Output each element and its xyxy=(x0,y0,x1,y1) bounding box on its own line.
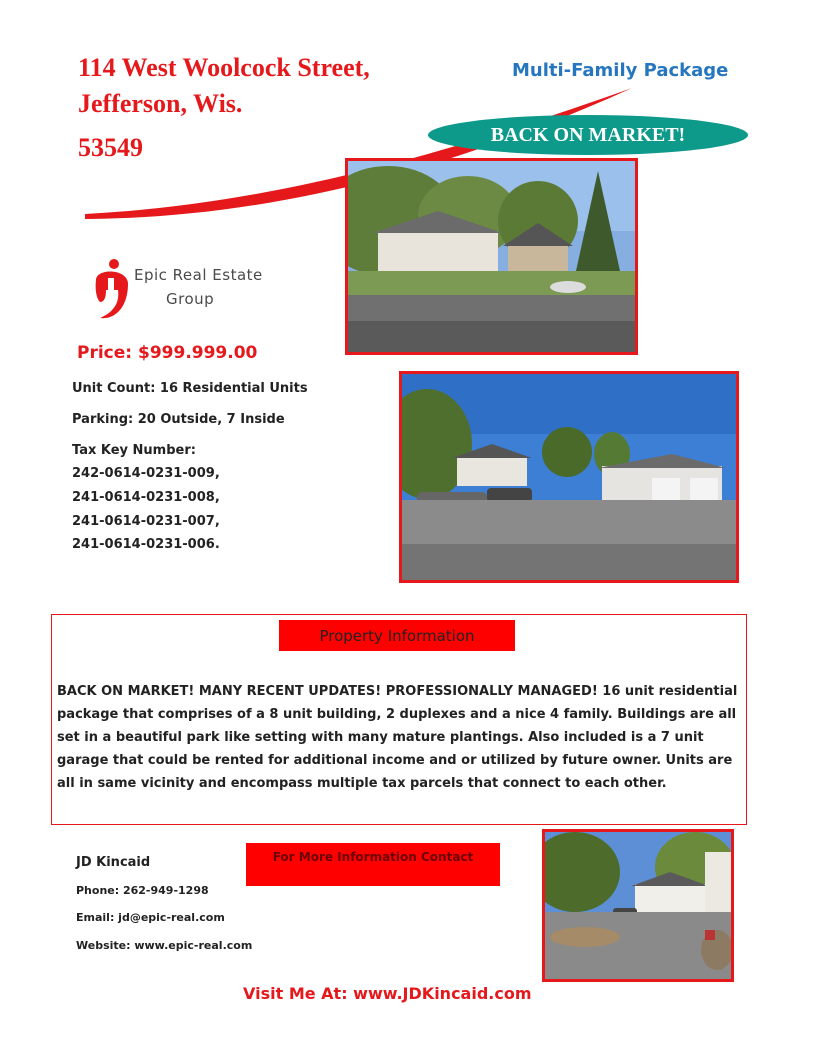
tax-key-4: 241-0614-0231-006. xyxy=(72,537,220,552)
package-type: Multi-Family Package xyxy=(512,60,729,81)
tax-key-1: 242-0614-0231-009, xyxy=(72,466,220,481)
unit-count: Unit Count: 16 Residential Units xyxy=(72,381,308,396)
logo-line-1: Epic Real Estate xyxy=(134,266,263,284)
property-photo-parking xyxy=(399,371,739,583)
property-info-heading xyxy=(279,620,515,651)
contact-callout-text: For More Information Contact xyxy=(272,850,474,864)
tax-key-2: 241-0614-0231-008, xyxy=(72,490,220,505)
epic-real-estate-logo xyxy=(92,258,262,328)
price-value: : $999.999.00 xyxy=(125,343,258,363)
property-photo-driveway xyxy=(542,829,734,982)
price-label: Price xyxy=(77,343,126,363)
agent-website: Website: www.epic-real.com xyxy=(76,939,253,952)
status-banner-text: BACK ON MARKET! xyxy=(490,123,686,146)
property-info-heading-text: Property Information xyxy=(319,626,475,645)
agent-phone: Phone: 262-949-1298 xyxy=(76,884,209,897)
property-description: BACK ON MARKET! MANY RECENT UPDATES! PROFESSIONALLY MANAGED! 16 unit residential package that comprises of a 8 unit building, 2 duplexes and a nice 4 family. Buildings are all set in a beautiful park like setting with many mature plantings. Also included is a 7 unit garage that could be rented for additional income and or utilized by future owner. Units are all in same vicinity and encompass multiple tax parcels that connect to each other. xyxy=(57,684,738,791)
visit-website[interactable]: Visit Me At: www.JDKincaid.com xyxy=(243,984,532,1003)
address-line-1: 114 West Woolcock Street, xyxy=(78,53,370,82)
agent-name: JD Kincaid xyxy=(76,855,151,870)
address-line-2: Jefferson, Wis. xyxy=(78,89,243,118)
tax-key-label: Tax Key Number: xyxy=(72,443,196,458)
agent-email: Email: jd@epic-real.com xyxy=(76,911,225,924)
property-photo-street xyxy=(345,158,638,355)
logo-mark-icon xyxy=(92,258,132,324)
status-banner xyxy=(428,115,748,155)
tax-key-3: 241-0614-0231-007, xyxy=(72,514,220,529)
logo-line-2: Group xyxy=(166,290,215,308)
price xyxy=(77,343,257,363)
parking: Parking: 20 Outside, 7 Inside xyxy=(72,412,285,427)
contact-callout xyxy=(246,843,500,886)
address-zip: 53549 xyxy=(78,133,143,162)
